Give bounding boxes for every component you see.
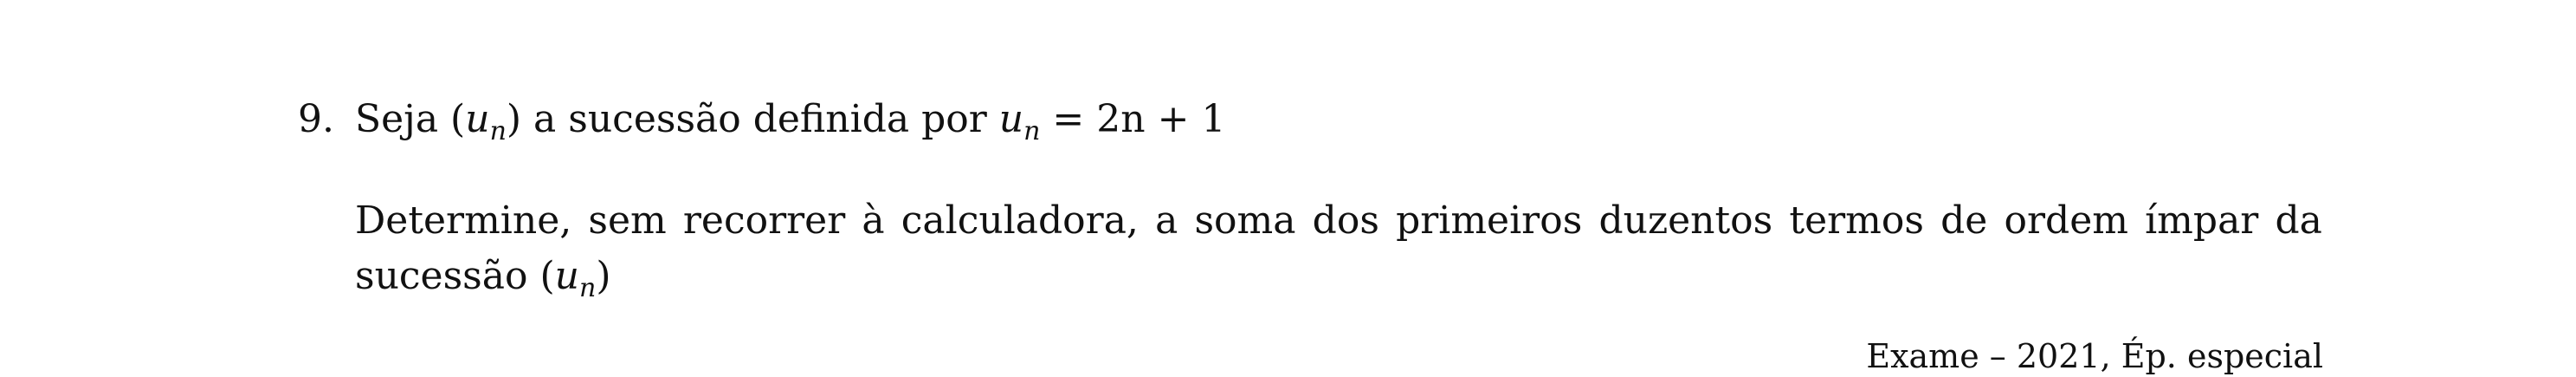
statement-end-sub: n: [578, 273, 597, 303]
statement-word: a: [1155, 198, 1178, 243]
statement-word: sem: [588, 198, 667, 243]
statement-word: recorrer: [682, 198, 846, 243]
statement-end-var: u: [554, 254, 579, 298]
question-statement-end: [355, 247, 610, 318]
statement-word: dos: [1312, 198, 1379, 243]
statement-end-text-2: ): [596, 254, 611, 298]
statement-word: ímpar: [2145, 198, 2259, 243]
intro-sequence-var: u: [465, 97, 490, 141]
exam-source: Exame – 2021, Ép. especial: [1866, 337, 2323, 375]
question-statement-line: [355, 192, 2322, 250]
statement-end-text-1: sucessão (: [355, 254, 555, 298]
question-number: 9.: [298, 97, 334, 141]
intro-text-1: Seja (: [355, 97, 466, 141]
statement-word: da: [2275, 198, 2322, 243]
statement-word: soma: [1194, 198, 1296, 243]
statement-word: Determine,: [355, 198, 572, 243]
statement-word: termos: [1789, 198, 1924, 243]
intro-text-2: ) a sucessão definida por: [506, 97, 999, 141]
statement-word: ordem: [2004, 198, 2128, 243]
formula-lhs-var: u: [998, 97, 1024, 141]
statement-word: à: [862, 198, 885, 243]
intro-sequence-sub: n: [489, 116, 507, 146]
statement-word: calculadora,: [901, 198, 1139, 243]
statement-word: duzentos: [1598, 198, 1773, 243]
formula-lhs-sub: n: [1023, 116, 1041, 146]
statement-word: primeiros: [1396, 198, 1583, 243]
statement-word: de: [1940, 198, 1988, 243]
question-intro: [355, 90, 1225, 161]
formula-rhs: = 2n + 1: [1040, 97, 1226, 141]
